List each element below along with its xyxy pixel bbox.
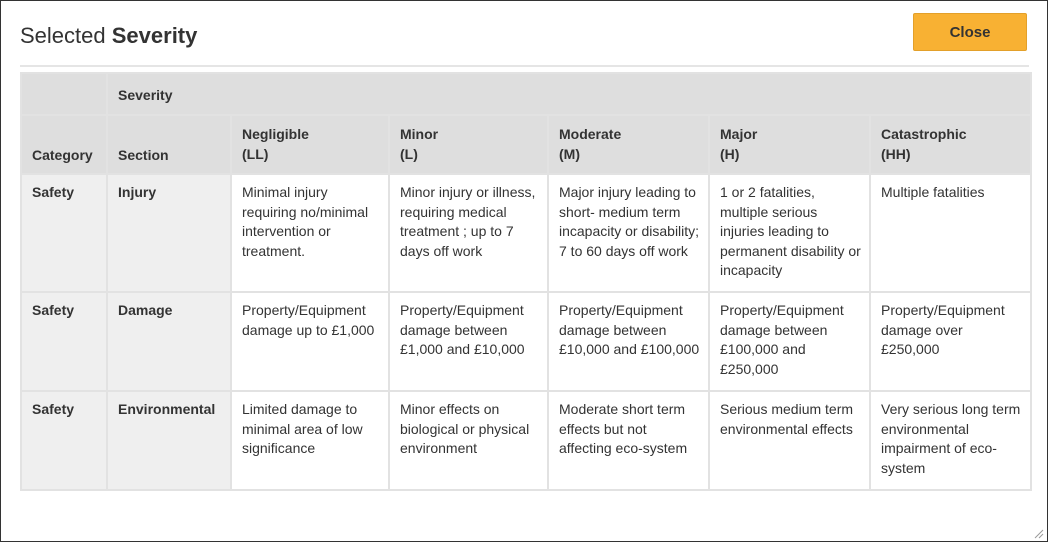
levels-header-row [21,115,1031,174]
table-row [21,174,1031,292]
category-cell: Safety [21,292,107,391]
severity-header-row [21,73,1031,115]
severity-description-cell: Moderate short term effects but not affecting eco-system [548,391,709,490]
table-row [21,292,1031,391]
severity-description-cell: Minimal injury requiring no/minimal intervention or treatment. [231,174,389,292]
section-cell: Injury [107,174,231,292]
severity-description-cell: Very serious long term environmental impairment of eco-system [870,391,1031,490]
level-header-major [709,115,870,174]
severity-description-cell: Major injury leading to short- medium term incapacity or disability; 7 to 60 days off work [548,174,709,292]
severity-description-cell: Minor effects on biological or physical environment [389,391,548,490]
severity-description-cell: Limited damage to minimal area of low significance [231,391,389,490]
level-code: (L) [400,145,418,162]
severity-table-container [20,72,1030,491]
severity-description-cell: Property/Equipment damage up to £1,000 [231,292,389,391]
severity-description-cell: 1 or 2 fatalities, multiple serious injuries leading to permanent disability or incapacity [709,174,870,292]
dialog-header [1,1,1047,67]
level-code: (LL) [242,145,269,162]
table-row [21,391,1031,490]
severity-group-header: Severity [107,73,1031,115]
header-divider [20,65,1029,67]
level-header-minor [389,115,548,174]
severity-table [20,72,1032,491]
severity-description-cell: Multiple fatalities [870,174,1031,292]
severity-description-cell: Property/Equipment damage between £10,000 and £100,000 [548,292,709,391]
level-header-catastrophic [870,115,1031,174]
severity-description-cell: Property/Equipment damage over £250,000 [870,292,1031,391]
resize-grip-icon[interactable] [1032,526,1044,538]
dialog-title [20,23,197,49]
empty-corner-cell [21,73,107,115]
close-button[interactable]: Close [913,13,1027,51]
category-cell: Safety [21,391,107,490]
section-cell: Damage [107,292,231,391]
category-cell: Safety [21,174,107,292]
level-code: (H) [720,145,740,162]
section-column-header: Section [107,115,231,174]
section-cell: Environmental [107,391,231,490]
level-name: Moderate [559,126,622,142]
level-code: (M) [559,145,580,162]
level-header-negligible [231,115,389,174]
category-column-header: Category [21,115,107,174]
level-name: Negligible [242,126,309,142]
level-name: Major [720,126,758,142]
level-header-moderate [548,115,709,174]
level-name: Catastrophic [881,126,967,142]
severity-description-cell: Property/Equipment damage between £1,000 and £10,000 [389,292,548,391]
level-name: Minor [400,126,439,142]
dialog-title-prefix: Selected [20,23,106,48]
dialog-title-bold: Severity [111,23,198,48]
severity-description-cell: Property/Equipment damage between £100,000 and £250,000 [709,292,870,391]
severity-description-cell: Serious medium term environmental effects [709,391,870,490]
severity-description-cell: Minor injury or illness, requiring medical treatment ; up to 7 days off work [389,174,548,292]
level-code: (HH) [881,145,911,162]
